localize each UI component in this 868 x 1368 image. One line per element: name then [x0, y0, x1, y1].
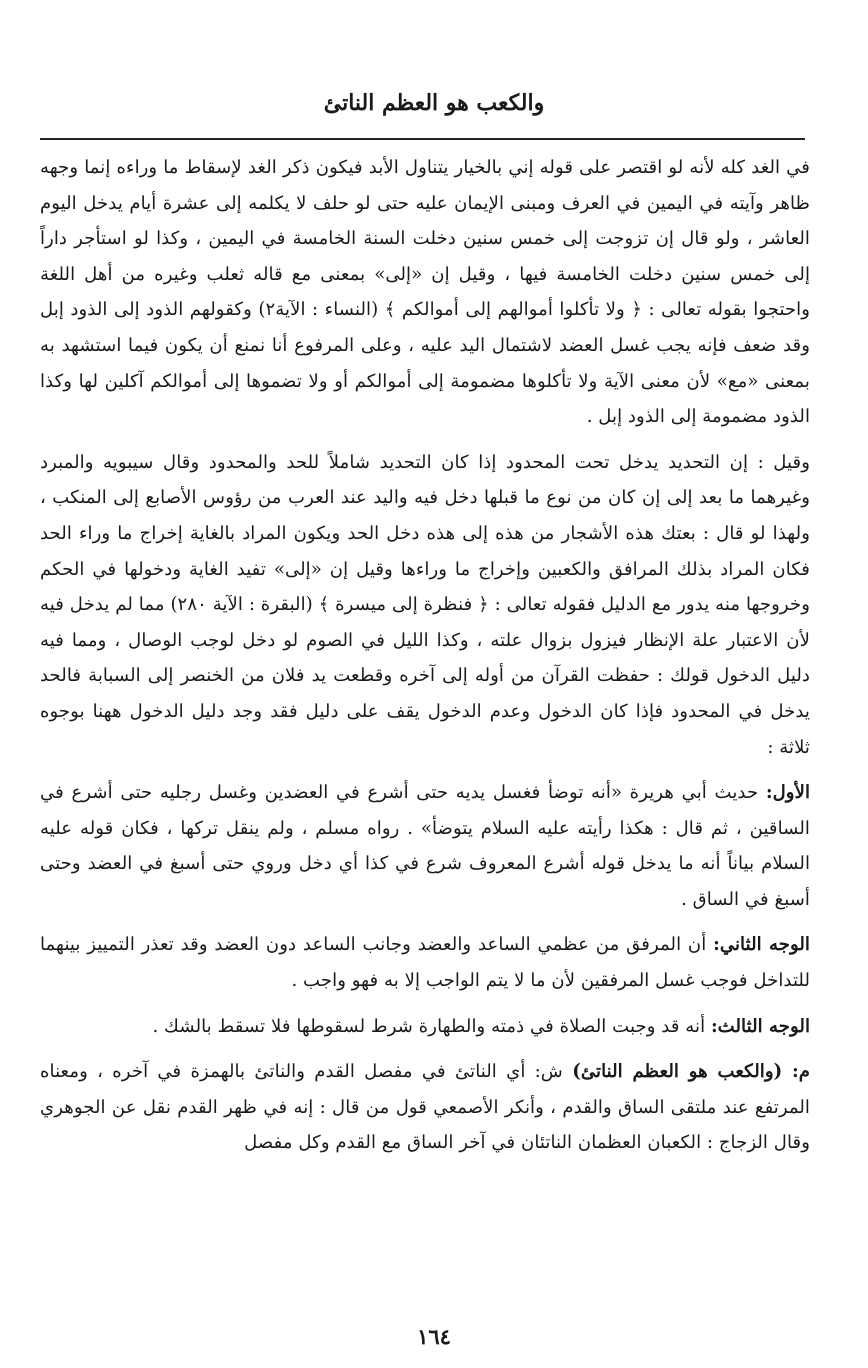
paragraph-6-lead: م: (والكعب هو العظم الناتئ): [572, 1061, 810, 1083]
paragraph-6-text: ش: أي الناتئ في مفصل القدم والناتئ بالهمزة في آخره ، ومعناه المرتفع عند ملتقى الساق والقدم ، وأنكر الأصمعي قول من قال : إنه في ظهر القدم نقل عن الجوهري وقال الزجاج : الكعبان العظمان الناتئان في آخر الساق مع القدم وكل مفصل: [40, 1061, 810, 1154]
paragraph-4-text: أن المرفق من عظمي الساعد والعضد وجانب الساعد دون العضد وقد تعذر التمييز بينهما للتداخل فوجب غسل المرفقين لأن ما لا يتم الواجب إلا به فهو واجب .: [40, 934, 810, 992]
paragraph-2: وقيل : إن التحديد يدخل تحت المحدود إذا كان التحديد شاملاً للحد والمحدود وقال سيبويه والمبرد وغيرهما ما بعد إلى إن كان من نوع ما قبلها دخل فيه واليد عند العرب من رؤوس الأصابع إلى المنكب ، ولهذا لو قال : بعتك هذه الأشجار من هذه إلى هذه دخل الحد ويكون المراد بالغاية إخراج ما وراء الحد فكان المراد بذلك المرافق والكعبين وإخراج ما وراءها وقيل إن «إلى» تفيد الغاية ودخولها في الحكم وخروجها منه يدور مع الدليل فقوله تعالى : ﴿ فنظرة إلى ميسرة ﴾ (البقرة : الآية ٢٨٠) مما لم يدخل فيه لأن الاعتبار علة الإنظار فيزول بزوال علته ، وكذا الليل في الصوم لو دخل لوجب الوصال ، ومما فيه دليل الدخول قولك : حفظت القرآن من أوله إلى آخره وقطعت يد فلان من الخنصر إلى السبابة فالحد يدخل في المحدود فإذا كان الدخول وعدم الدخول يقف على دليل فقد وجد دليل الدخول ههنا بوجوه ثلاثة :: [40, 451, 810, 758]
paragraph-1: في الغد كله لأنه لو اقتصر على قوله إني بالخيار يتناول الأبد فيكون ذكر الغد لإسقاط ما وراءه إنما وجهه ظاهر وآيته في اليمين في العرف ومبنى الإيمان عليه حتى لو حلف لا يكلمه إلى عشرة أيام يدخل اليوم العاشر ، ولو قال إن تزوجت إلى خمس سنين دخلت السنة الخامسة في اليمين ، وكذا لو استأجر داراً إلى خمس سنين دخلت الخامسة فيها ، وقيل إن «إلى» بمعنى مع قاله ثعلب وغيره من أهل اللغة واحتجوا بقوله تعالى : ﴿ ولا تأكلوا أموالهم إلى أموالكم ﴾ (النساء : الآية٢) وكقولهم الذود إلى الذود إبل وقد ضعف فإنه يجب غسل العضد لاشتمال اليد عليه ، وعلى المرفوع أنا نمنع أن يكون فيما استشهد به بمعنى «مع» لأن معنى الآية ولا تأكلوها مضمومة إلى أموالكم أو ولا تضموها إلى أموالكم آكلين لها وكذا الذود مضمومة إلى الذود إبل .: [40, 157, 811, 428]
paragraph-5-text: أنه قد وجبت الصلاة في ذمته والطهارة شرط لسقوطها فلا تسقط بالشك .: [152, 1015, 711, 1037]
page-number: ١٦٤: [417, 1324, 451, 1349]
paragraph-6: [40, 1054, 810, 1161]
paragraph-3-text: حديث أبي هريرة «أنه توضأ فغسل يديه حتى أشرع في العضدين وغسل رجليه حتى أشرع في الساقين ، ثم قال : هكذا رأيته عليه السلام يتوضأ» . رواه مسلم ، ولم ينقل تركها ، فكان قوله عليه السلام بياناً أنه ما يدخل قوله أشرع المعروف شرع في كذا أي دخل وروي حتى أسبغ في العضد وحتى أسبغ في الساق .: [40, 782, 810, 910]
running-header: والكعب هو العظم الناتئ: [323, 90, 545, 116]
paragraph-5-lead: الوجه الثالث:: [710, 1015, 810, 1037]
header-rule: [40, 138, 805, 140]
paragraph-4-lead: الوجه الثاني:: [713, 934, 810, 956]
paragraph-3-lead: الأول:: [765, 782, 810, 804]
paragraph-5: [40, 1009, 810, 1045]
body-text: [40, 150, 810, 1161]
paragraph-4: [40, 927, 810, 998]
paragraph-3: [40, 775, 810, 917]
